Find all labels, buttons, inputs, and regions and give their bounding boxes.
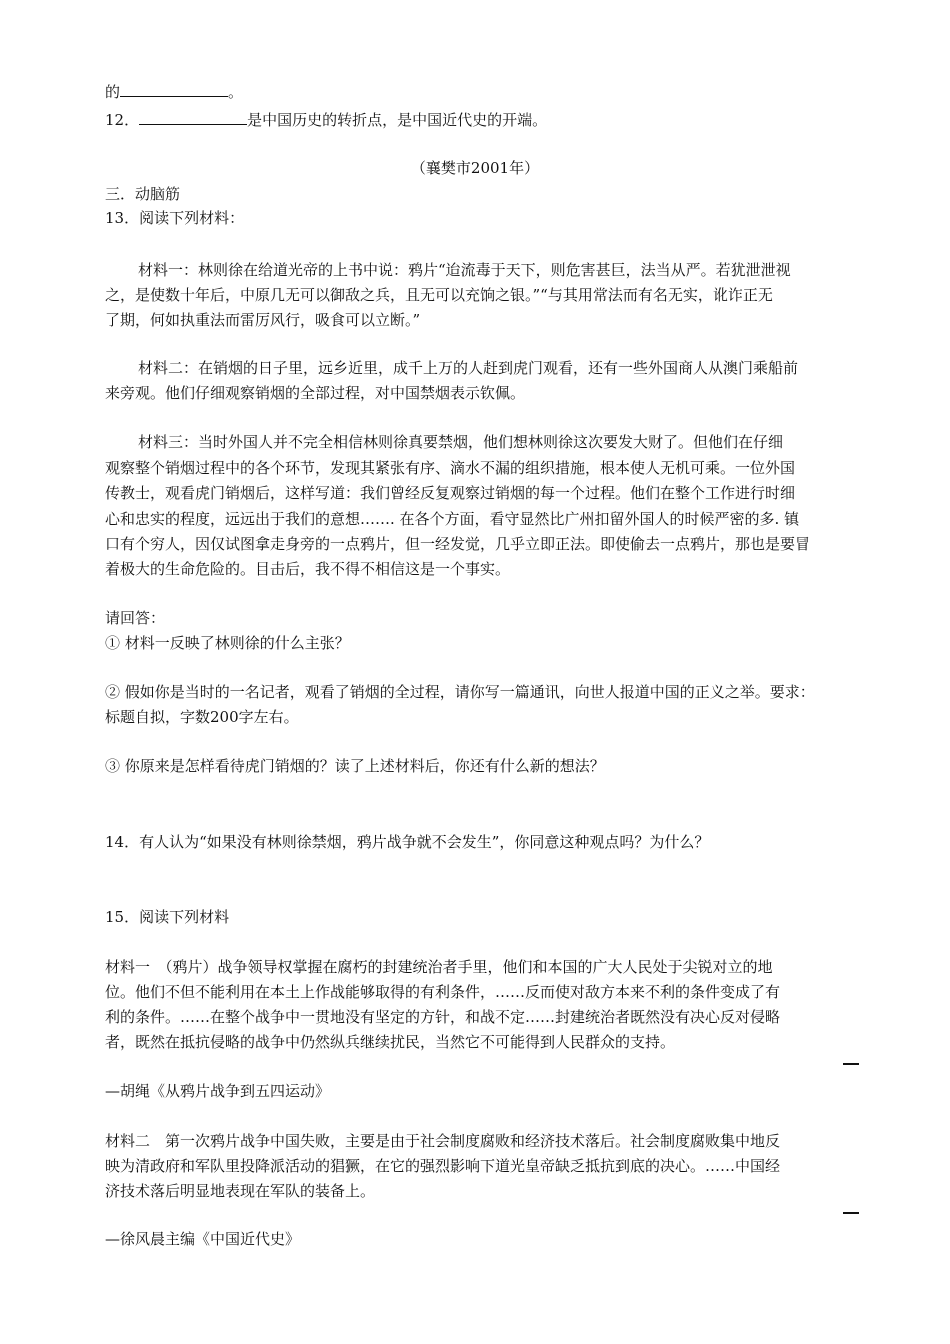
q13-material3-line5: 口有个穷人，因仅试图拿走身旁的一点鸦片，但一经发觉，几乎立即正法。即使偷去一点鸦片，那也是要冒 <box>105 535 811 553</box>
q11-suffix: 。 <box>228 83 244 101</box>
q15-material1-line4: 者，既然在抵抗侵略的战争中仍然纵兵继续扰民，当然它不可能得到人民群众的支持。 <box>105 1033 676 1051</box>
section-3-title: 三．动脑筋 <box>105 185 181 203</box>
q13-material1-line2: 之，是使数十年后，中原几无可以御敌之兵，且无可以充饷之银。”“与其用常法而有名无实，讹诈正无 <box>105 286 773 304</box>
q13-material1-line1: 材料一：林则徐在给道光帝的上书中说：鸦片“迨流毒于天下，则危害甚巨，法当从严。若犹泄泄视 <box>138 261 791 279</box>
q13-sub2-line2: 标题自拟，字数200字左右。 <box>105 708 299 726</box>
q13-material1-line3: 了期，何如执重法而雷厉风行，吸食可以立断。” <box>105 311 421 329</box>
q13-material3-line4: 心和忠实的程度，远远出于我们的意想……. 在各个方面，看守显然比广州扣留外国人的时候严密的多. 镇 <box>105 510 800 528</box>
right-dash-2 <box>843 1212 859 1214</box>
q12-line <box>105 110 547 130</box>
q15-title: 15．阅读下列材料 <box>105 908 230 926</box>
q13-sub3: ③ 你原来是怎样看待虎门销烟的？读了上述材料后，你还有什么新的想法？ <box>105 757 605 775</box>
q15-material1-line2: 位。他们不但不能利用在本土上作战能够取得的有利条件，……反而使对敌方本来不利的条件变成了有 <box>105 983 781 1001</box>
q12-answer-blank[interactable] <box>139 110 247 125</box>
q12-text: 是中国历史的转折点，是中国近代史的开端。 <box>247 111 548 129</box>
q15-material1-line1: 材料一 （鸦片）战争领导权掌握在腐朽的封建统治者手里，他们和本国的广大人民处于尖锐对立的地 <box>105 958 773 976</box>
q13-material2-line2: 来旁观。他们仔细观察销烟的全部过程，对中国禁烟表示钦佩。 <box>105 384 526 402</box>
q13-sub1: ① 材料一反映了林则徐的什么主张？ <box>105 634 350 652</box>
q15-material2-line1: 材料二 第一次鸦片战争中国失败，主要是由于社会制度腐败和经济技术落后。社会制度腐败集中地反 <box>105 1132 781 1150</box>
q14: 14．有人认为“如果没有林则徐禁烟，鸦片战争就不会发生”，你同意这种观点吗？为什么？ <box>105 833 710 851</box>
q15-material2-line3: 济技术落后明显地表现在军队的装备上。 <box>105 1182 376 1200</box>
q12-number: 12． <box>105 111 140 129</box>
q15-material1-line3: 利的条件。……在整个战争中一贯地没有坚定的方针，和战不定……封建统治者既然没有决心反对侵略 <box>105 1008 781 1026</box>
q13-material3-line6: 着极大的生命危险的。目击后，我不得不相信这是一个事实。 <box>105 560 511 578</box>
q15-material2-source: —徐风晨主编《中国近代史》 <box>105 1230 301 1248</box>
right-dash-1 <box>843 1063 859 1065</box>
q13-answer-prompt: 请回答： <box>105 609 166 627</box>
q13-material3-line3: 传教士，观看虎门销烟后，这样写道：我们曾经反复观察过销烟的每一个过程。他们在整个工作进行时细 <box>105 484 796 502</box>
q13-material2-line1: 材料二：在销烟的日子里，远乡近里，成千上万的人赶到虎门观看，还有一些外国商人从澳门乘船前 <box>138 359 799 377</box>
q15-material1-source: —胡绳《从鸦片战争到五四运动》 <box>105 1082 331 1100</box>
q11-tail <box>105 82 243 102</box>
q13-sub2-line1: ② 假如你是当时的一名记者，观看了销烟的全过程，请你写一篇通讯，向世人报道中国的正义之举。要求： <box>105 683 815 701</box>
q11-answer-blank[interactable] <box>120 82 228 97</box>
q13-material3-line2: 观察整个销烟过程中的各个环节，发现其紧张有序、滴水不漏的组织措施，根本使人无机可乘。一位外国 <box>105 459 796 477</box>
q15-material2-line2: 映为清政府和军队里投降派活动的猖獗，在它的强烈影响下道光皇帝缺乏抵抗到底的决心。……中国经 <box>105 1157 781 1175</box>
q13-material3-line1: 材料三：当时外国人并不完全相信林则徐真要禁烟，他们想林则徐这次要发大财了。但他们在仔细 <box>138 433 784 451</box>
q13-title: 13．阅读下列材料： <box>105 209 245 227</box>
source-note: （襄樊市2001年） <box>410 159 540 177</box>
q11-prefix: 的 <box>105 83 121 101</box>
